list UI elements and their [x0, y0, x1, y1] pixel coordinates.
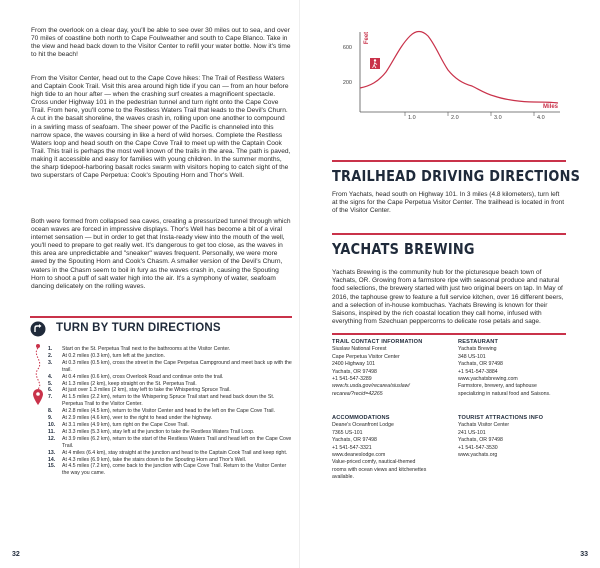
info-line: +1 541-547-3530	[458, 444, 498, 451]
turn-by-turn-heading: TURN BY TURN DIRECTIONS	[56, 322, 221, 334]
body-paragraph: From the Visitor Center, head out to the Cape Cove hikes: The Trail of Restless Waters and Captain Cook Trail. Visit this area around high tide if you can — from an hour before high tide to an hour after — when the crashing surf creates a magnificent spectacle. Cross under Highway 101 in the pedestrian tunnel and turn right onto the Cape Cove Trail. From here, you'll come to the Restless Waters Trail that leads to the Devil's Churn. A cut in the basalt shoreline, the waves crash in, rolling upon one another to compound in a swirling mass of seafoam. The sheer power of the Pacific is channeled into this narrow space, the waves coursing in like a herd of wild horses. Complete the Restless Waters loop and head south on the Cape Cove Trail to meet up with the Captain Cook Trail. This trail is perhaps the most well known of the trails in the area. The path is paved, making it accessible and easy for families with young children. In the summer months, the sharp tidepool-harboring basalt rocks swarm with visitors hoping to catch sight of the two superstars of Cape Perpetua: Cook's Spouting Horn and Thor's Well.	[31, 75, 291, 180]
info-line: Deane's Oceanfront Lodge	[332, 422, 394, 429]
x-axis-unit: Miles	[542, 104, 558, 110]
driving-directions-heading: TRAILHEAD DRIVING DIRECTIONS	[332, 167, 581, 185]
direction-step	[48, 353, 293, 360]
brewery-text: Yachats Brewing is the community hub for the picturesque beach town of Yachats, OR. Growing from a farmstore ripe with seasonal produce and natural food selections, the brewery started with just two original beers on tap. In May of 2016, the taphouse grew to feature a full service kitchen, over 16 different beers, and a selection of in-house kombuchas. Yachats Brewing is known for their Saisons, inspired by the rich coastal location they call home, infused with everything from Szechuan peppercorns to delicate rose petals and sage.	[332, 269, 564, 326]
step-number: 3.	[48, 359, 53, 366]
elevation-profile	[330, 24, 562, 124]
step-text: At 0.4 miles (0.6 km), cross Overlook Road and continue onto the trail.	[62, 373, 224, 380]
info-line: +1 541-547-3884	[458, 368, 498, 375]
step-number: 4.	[48, 373, 53, 380]
y-tick-label: 600	[342, 45, 352, 51]
step-text: At 1.3 miles (2 km), keep straight on the St. Perpetua Trail.	[62, 380, 197, 387]
info-title: TRAIL CONTACT INFORMATION	[332, 339, 423, 345]
step-text: At 2.8 miles (4.5 km), return to the Visitor Center and head to the left on the Cape Cove Trail.	[62, 408, 275, 415]
page-number: 32	[12, 551, 20, 558]
info-title: TOURIST ATTRACTIONS INFO	[458, 415, 544, 421]
info-line: Yachats Brewing	[458, 346, 497, 353]
direction-step	[48, 436, 293, 450]
route-marker-icon	[28, 343, 48, 407]
step-text: At 2.9 miles (4.6 km), veer to the right to head under the highway.	[62, 415, 213, 422]
step-text: At 4 miles (6.4 km), stay straight at the junction and head to the Captain Cook Trail and keep right.	[62, 449, 288, 456]
y-axis-unit: Feet	[364, 31, 370, 45]
step-number: 6.	[48, 387, 53, 394]
y-tick-label: 200	[342, 80, 352, 86]
step-number: 2.	[48, 352, 53, 359]
info-line: 7365 US-101	[332, 429, 363, 436]
info-line: Value-priced comfy, nautical-themed	[332, 459, 416, 466]
info-line: Yachats, OR 97498	[332, 437, 377, 444]
direction-step	[48, 408, 293, 415]
info-title: RESTAURANT	[458, 339, 499, 345]
info-title: ACCOMMODATIONS	[332, 415, 390, 421]
section-divider	[332, 160, 566, 162]
section-divider	[332, 233, 566, 235]
restaurant-info	[458, 339, 576, 398]
hiker-icon	[370, 58, 380, 69]
info-line: +1 541-547-3321	[332, 444, 372, 451]
direction-step	[48, 346, 293, 353]
step-text: At 3.9 miles (6.2 km), return to the start of the Restless Waters Trail and head left on the Cape Cove Trail.	[62, 435, 292, 449]
info-line: Farmstore, brewery, and taphouse	[458, 383, 537, 390]
step-text: At 3.1 miles (4.9 km), turn right on the Cape Cove Trail.	[62, 421, 189, 428]
info-link[interactable]: recarea/?recid=42265	[332, 390, 383, 397]
x-tick-label: 2.0	[451, 115, 459, 121]
step-number: 9.	[48, 415, 53, 422]
direction-step	[48, 457, 293, 464]
step-number: 5.	[48, 380, 53, 387]
section-divider	[332, 333, 566, 335]
direction-step	[48, 422, 293, 429]
elevation-line	[360, 32, 558, 104]
step-text: At 3.3 miles (5.3 km), stay left at the junction to take the Restless Waters Trail Loop.	[62, 428, 255, 435]
page-spine	[299, 0, 300, 568]
direction-step	[48, 387, 293, 394]
step-number: 11.	[48, 428, 55, 435]
step-text: At 4.5 miles (7.2 km), come back to the junction with Cape Cove Trail. Return to the Visitor Center the way you came.	[62, 463, 287, 477]
step-number: 13.	[48, 449, 56, 456]
info-line: 348 US-101	[458, 353, 486, 360]
step-text: At 4.3 miles (6.9 km), take the stairs down to the Spouting Horn and Thor's Well.	[62, 456, 247, 463]
info-line: +1 541-547-3289	[332, 376, 372, 383]
info-line: 241 US-101	[458, 429, 486, 436]
body-paragraph: From the overlook on a clear day, you'll be able to see over 30 miles out to sea, and over 70 miles of coastline both north to Cape Foulweather and south to Cape Blanco. Take in the view and head back down to the Visitor Center to refill your water bottle. Now it's time to hit the beach!	[31, 27, 291, 59]
x-ticks	[405, 112, 534, 116]
info-line: Yachats Visitor Center	[458, 422, 510, 429]
accommodations-info	[332, 415, 450, 482]
info-line: Yachats, OR 97498	[332, 368, 377, 375]
x-tick-label: 1.0	[408, 115, 416, 121]
body-paragraph: Both were formed from collapsed sea caves, creating a pressurized tunnel through which ocean waves are forced in impressive displays. Thor's Well has become a bit of a viral internet sensation — but in order to get that Insta-ready view into the mouth of the well, you'll need to prepare to get really wet. It's dangerous to get too close, as the waves in this area are unpredictable and "sneaker" waves frequent. Personally, we were more awed by the Spouting Horn and Cook's Chasm. A smaller version of the Devil's Churn, waters in the Chasm seem to boil in fury as the waves crash in, causing the Spouting Horn to shoot a puff of salt water high into the air. It's a symphony of water, seafoam dancing delicately on the rolling waves.	[31, 218, 291, 290]
direction-step	[48, 415, 293, 422]
direction-step	[48, 429, 293, 436]
direction-step	[48, 360, 293, 374]
info-line: Yachats, OR 97498	[458, 361, 503, 368]
step-text: At just over 1.3 miles (2 km), stay left to take the Whispering Spruce Trail.	[62, 387, 231, 394]
info-line: Yachats, OR 97498	[458, 437, 503, 444]
driving-directions-text: From Yachats, head south on Highway 101. In 3 miles (4.8 kilometers), turn left at the signs for the Cape Perpetua Visitor Center. The trailhead is located in front of the Visitor Center.	[332, 191, 565, 215]
direction-step	[48, 463, 293, 477]
step-text: At 0.3 miles (0.5 km), cross the street in the Cape Perpetua Campground and meet back up with the trail.	[62, 359, 292, 373]
step-number: 10.	[48, 421, 56, 428]
step-number: 12.	[48, 435, 56, 442]
direction-step	[48, 394, 293, 408]
info-line: rooms with ocean views and kitchenettes	[332, 466, 427, 473]
step-text: Start on the St. Perpetua Trail next to the bathrooms at the Visitor Center.	[62, 346, 231, 352]
direction-step	[48, 450, 293, 457]
direction-step	[48, 381, 293, 388]
x-tick-label: 4.0	[537, 115, 545, 121]
step-text: At 0.2 miles (0.3 km), turn left at the junction.	[62, 352, 165, 359]
trail-contact-info	[332, 339, 450, 398]
directions-list	[48, 346, 293, 477]
info-link[interactable]: www.yachatsbrewing.com	[458, 376, 518, 383]
info-line: 2400 Highway 101	[332, 361, 375, 368]
info-link[interactable]: www.fs.usda.gov/recarea/siuslaw/	[332, 383, 410, 390]
step-text: At 1.5 miles (2.2 km), return to the Whispering Spruce Trail start and head back down the St. Perpetua Trail to the Visitor Center.	[62, 394, 275, 408]
step-number: 7.	[48, 394, 53, 401]
tourist-info	[458, 415, 576, 459]
info-line: Siuslaw National Forest	[332, 346, 387, 353]
page-number: 33	[580, 551, 588, 558]
step-number: 15.	[48, 463, 56, 470]
step-number: 14.	[48, 456, 56, 463]
info-line: Cape Perpetua Visitor Center	[332, 353, 400, 360]
step-number: 8.	[48, 408, 53, 415]
x-tick-label: 3.0	[494, 115, 502, 121]
section-divider	[30, 316, 292, 318]
brewery-heading: YACHATS BREWING	[332, 240, 475, 258]
step-number: 1.	[48, 346, 53, 352]
info-link[interactable]: www.yachats.org	[458, 452, 498, 459]
info-line: specializing in natural food and Saisons.	[458, 390, 551, 397]
info-line: available.	[332, 474, 354, 481]
info-link[interactable]: www.deaneslodge.com	[332, 452, 386, 459]
direction-step	[48, 374, 293, 381]
turn-arrow-icon	[30, 321, 46, 337]
